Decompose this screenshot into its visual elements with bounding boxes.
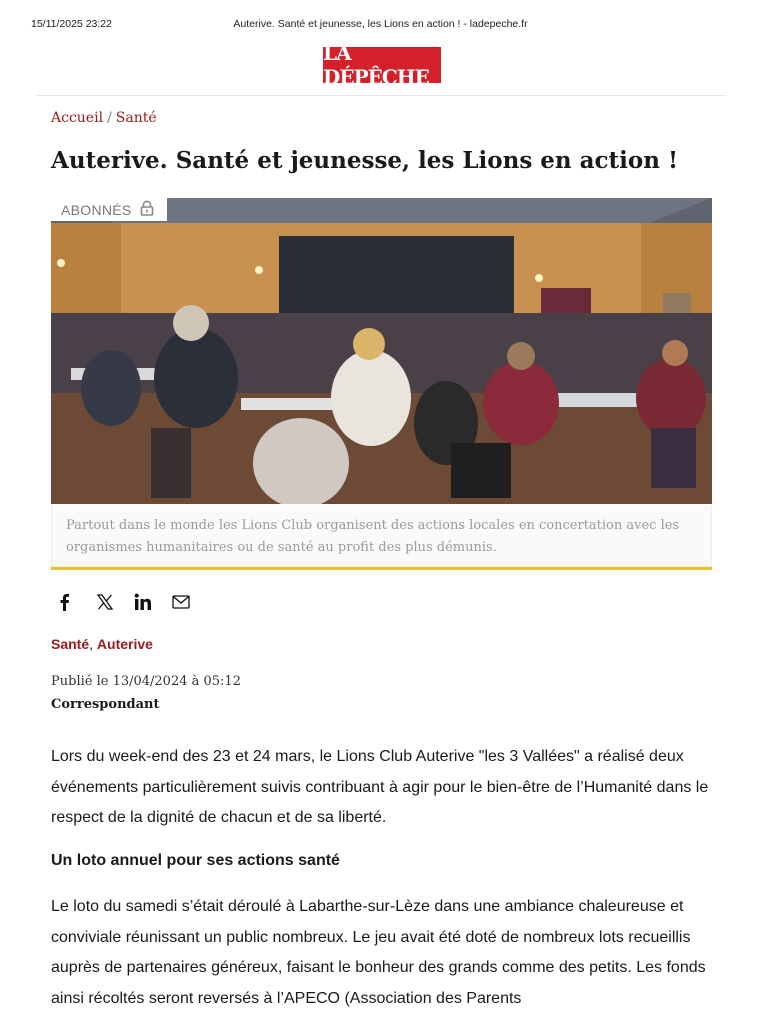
breadcrumb-home-link[interactable]: Accueil [51, 110, 104, 126]
article-tags [51, 636, 153, 652]
share-x-button[interactable] [96, 590, 134, 614]
share-email-button[interactable] [172, 590, 210, 614]
linkedin-icon [134, 593, 152, 611]
article-headline: Auterive. Santé et jeunesse, les Lions en action ! [51, 147, 679, 174]
article-paragraph-2: Le loto du samedi s’était déroulé à Labarthe-sur-Lèze dans une ambiance chaleureuse et conviviale réunissant un public nombreux. Le jeu avait été doté de nombreux lots recueillis auprès de partenaires généreux, faisant le bonheur des grands comme des petits. Les fonds ainsi récoltés seront reversés à l’APECO (Association des Parents [51, 898, 706, 1007]
article-photo [51, 198, 712, 504]
facebook-icon [58, 593, 70, 611]
breadcrumb-separator: / [107, 110, 112, 126]
subscribers-label: ABONNÉS [61, 201, 132, 218]
share-linkedin-button[interactable] [134, 590, 172, 614]
share-facebook-button[interactable] [58, 590, 96, 614]
subscribers-badge [51, 198, 167, 221]
publication-date: Publié le 13/04/2024 à 05:12 [51, 674, 241, 689]
site-logo[interactable] [323, 41, 441, 89]
print-header [0, 14, 761, 30]
photo-illustration [51, 198, 712, 504]
header-divider [36, 95, 726, 96]
tag-separator: , [89, 636, 97, 652]
breadcrumb [51, 110, 157, 126]
photo-caption: Partout dans le monde les Lions Club organisent des actions locales en concertation avec les organismes humanitaires ou de santé au profit des plus démunis. [51, 505, 712, 567]
print-page-title: Auterive. Santé et jeunesse, les Lions en action ! - ladepeche.fr [233, 18, 528, 30]
lock-icon [140, 200, 154, 219]
tag-link-sante[interactable]: Santé [51, 636, 90, 652]
share-bar [58, 590, 210, 614]
email-icon [172, 595, 190, 609]
tag-link-auterive[interactable]: Auterive [96, 636, 153, 652]
article-author: Correspondant [51, 697, 160, 712]
caption-accent-bar [51, 567, 712, 570]
article-subheading: Un loto annuel pour ses actions santé [51, 852, 340, 869]
x-icon [96, 593, 114, 611]
print-date: 15/11/2025 23:22 [31, 18, 112, 30]
article-paragraph-1: Lors du week-end des 23 et 24 mars, le Lions Club Auterive "les 3 Vallées" a réalisé deux événements particulièrement suivis contribuant à agir pour le bien-être de l’Humanité dans le respect de la dignité de chacun et de sa liberté. [51, 748, 709, 826]
breadcrumb-section-link[interactable]: Santé [115, 110, 157, 126]
logo-text: LA DÉPÊCHE [323, 41, 429, 89]
